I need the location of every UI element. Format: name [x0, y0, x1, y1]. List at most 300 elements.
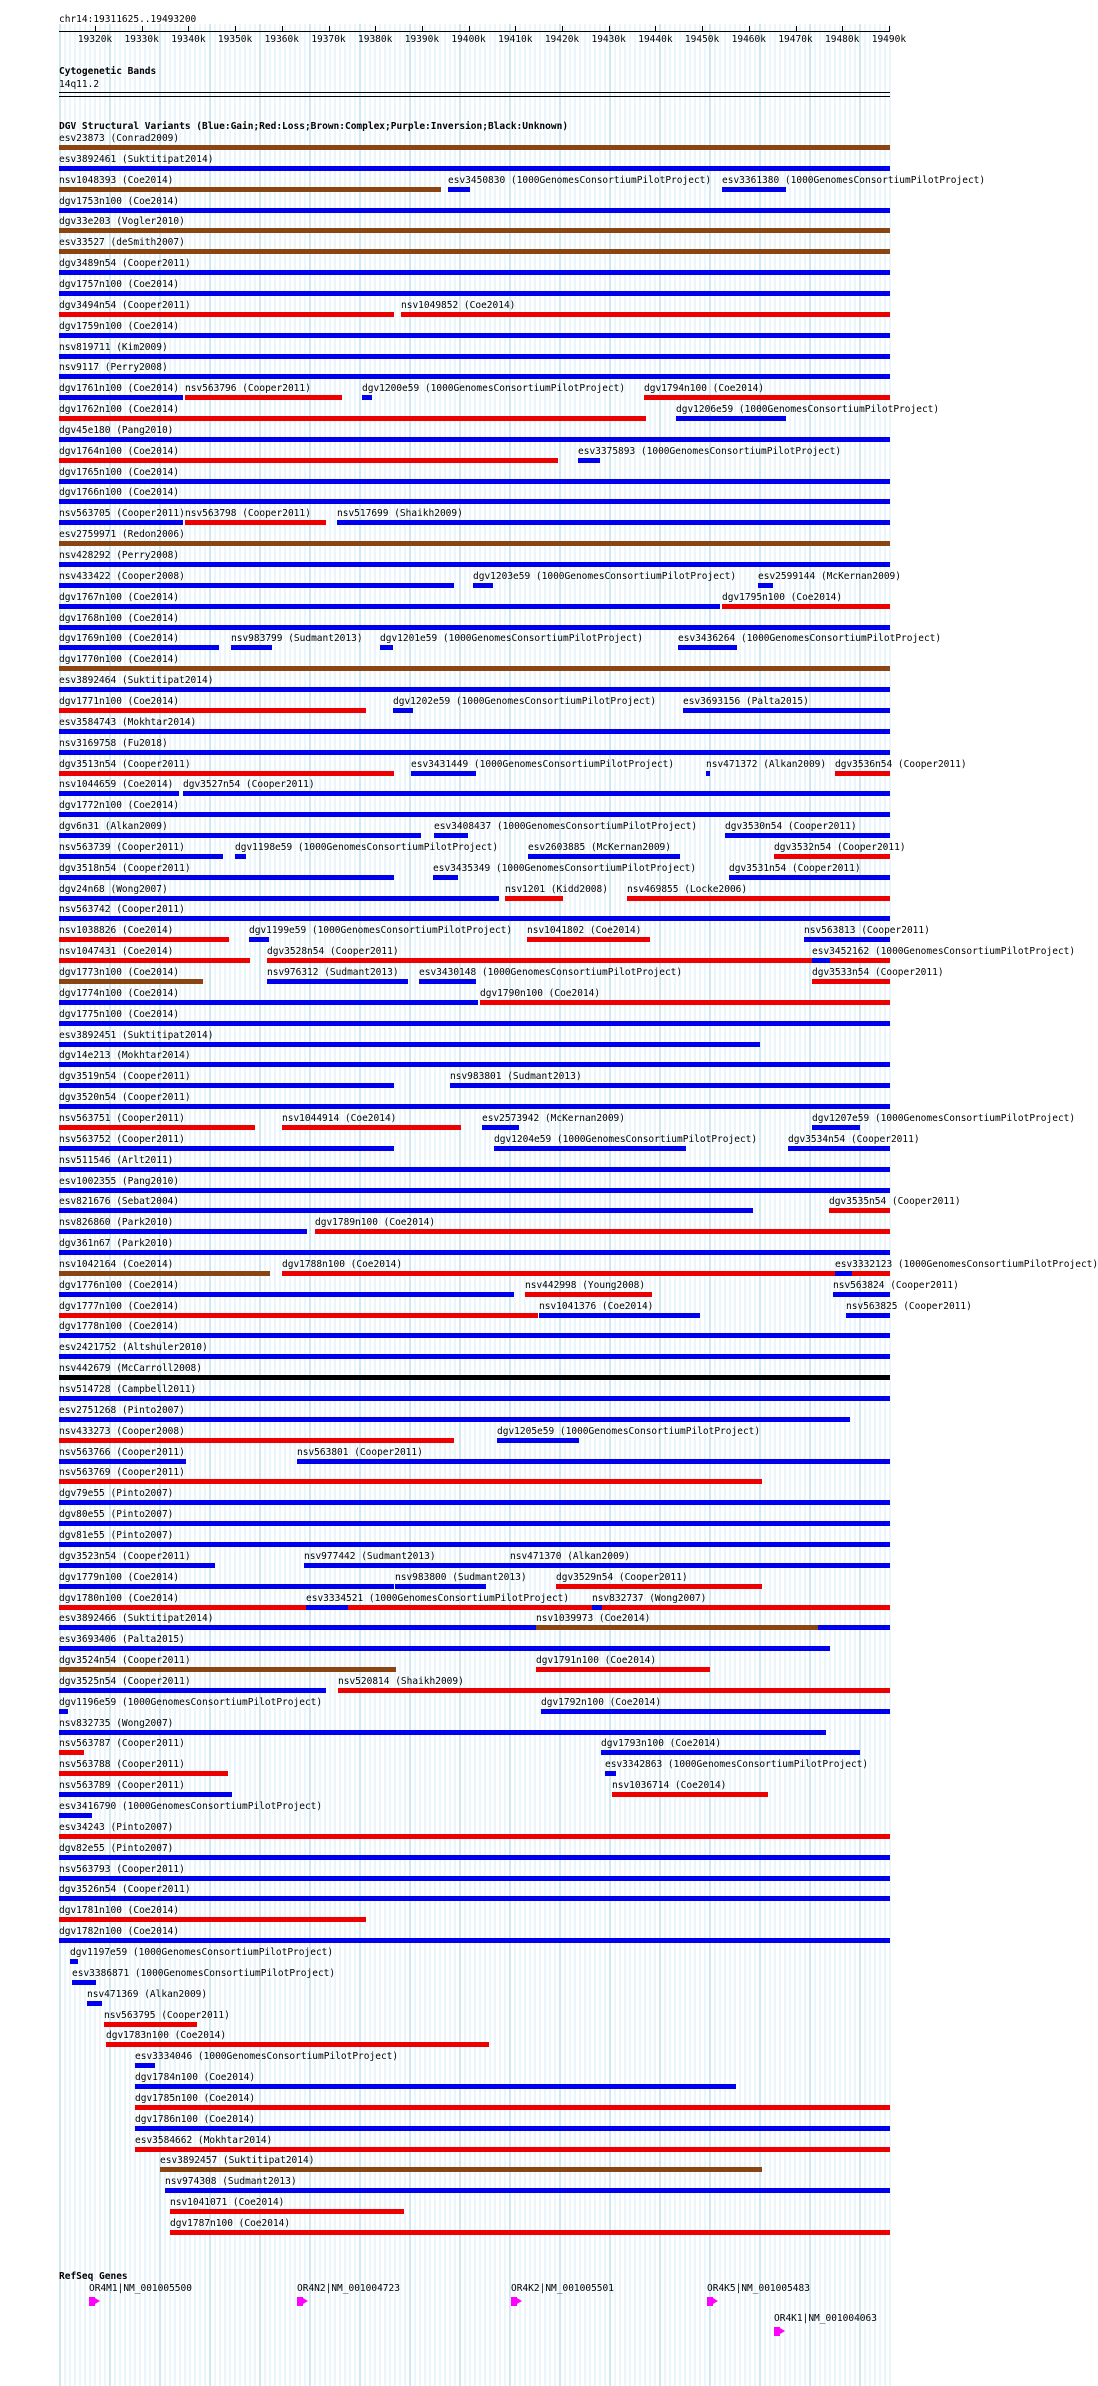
variant-bar[interactable]	[59, 771, 394, 776]
variant-label: esv3416790 (1000GenomesConsortiumPilotProject)	[59, 1801, 323, 1812]
variant-bar[interactable]	[627, 896, 890, 901]
variant-bar[interactable]	[170, 2209, 404, 2214]
variant-bar[interactable]	[59, 1021, 890, 1026]
variant-label: dgv1785n100 (Coe2014)	[135, 2092, 256, 2104]
variant-bar[interactable]	[59, 1771, 228, 1776]
variant-bar[interactable]	[59, 916, 890, 921]
variant-label: dgv45e180 (Pang2010)	[59, 424, 174, 436]
variant-label: esv3892457 (Suktitipat2014)	[160, 2155, 315, 2167]
ruler-tick	[235, 26, 236, 31]
variant-bar[interactable]	[59, 958, 250, 963]
variant-bar[interactable]	[59, 333, 890, 338]
gene-label: OR4K5|NM_001005483	[707, 2283, 810, 2294]
variant-bar[interactable]	[170, 2230, 890, 2235]
variant-bar[interactable]	[59, 1396, 890, 1401]
gene-label: OR4N2|NM_001004723	[297, 2283, 400, 2294]
variant-bar[interactable]	[183, 791, 890, 796]
variant-bar[interactable]	[59, 1605, 890, 1610]
variant-bar[interactable]	[185, 520, 326, 525]
variant-bar[interactable]	[59, 1792, 232, 1797]
variant-bar[interactable]	[59, 1459, 186, 1464]
variant-label: dgv1196e59 (1000GenomesConsortiumPilotProject)	[59, 1696, 323, 1708]
variant-bar[interactable]	[59, 1438, 454, 1443]
variant-bar[interactable]	[601, 1750, 860, 1755]
variant-label: esv3431449 (1000GenomesConsortiumPilotProject)	[411, 758, 675, 770]
ruler-tick-label: 19420k	[544, 34, 580, 45]
variant-label: dgv3519n54 (Cooper2011)	[59, 1071, 191, 1083]
variant-bar[interactable]	[678, 645, 737, 650]
variant-bar[interactable]	[528, 854, 680, 859]
variant-bar[interactable]	[59, 1313, 538, 1318]
variant-bar[interactable]	[59, 1271, 270, 1276]
variant-bar[interactable]	[706, 771, 710, 776]
variant-bar[interactable]	[480, 1000, 890, 1005]
variant-bar[interactable]	[59, 374, 890, 379]
variant-bar[interactable]	[59, 1584, 394, 1589]
variant-label: nsv442998 (Young2008)	[525, 1279, 646, 1291]
gene-strand-arrow-icon[interactable]	[297, 2297, 307, 2306]
variant-bar[interactable]	[505, 896, 563, 901]
variant-bar[interactable]	[59, 541, 890, 546]
variant-bar[interactable]	[59, 1375, 890, 1380]
variant-bar[interactable]	[539, 1313, 700, 1318]
variant-bar[interactable]	[106, 2042, 489, 2047]
variant-label: dgv1766n100 (Coe2014)	[59, 487, 180, 499]
variant-label: dgv1762n100 (Coe2014)	[59, 404, 180, 416]
variant-bar[interactable]	[59, 499, 890, 504]
variant-label: dgv1203e59 (1000GenomesConsortiumPilotProject)	[473, 570, 737, 582]
variant-bar[interactable]	[59, 1104, 890, 1109]
variant-label: nsv442679 (McCarroll2008)	[59, 1363, 202, 1375]
variant-bar[interactable]	[59, 208, 890, 213]
variant-bar[interactable]	[304, 1563, 890, 1568]
variant-bar[interactable]	[812, 1125, 860, 1130]
variant-bar[interactable]	[135, 2084, 736, 2089]
variant-bar[interactable]	[59, 562, 890, 567]
variant-bar[interactable]	[337, 520, 890, 525]
variant-bar[interactable]	[683, 708, 890, 713]
gene-strand-arrow-icon[interactable]	[774, 2327, 784, 2336]
variant-bar[interactable]	[59, 1062, 890, 1067]
variant-label: esv3892466 (Suktitipat2014)	[59, 1613, 214, 1625]
variant-label: esv23873 (Conrad2009)	[59, 133, 180, 144]
variant-bar[interactable]	[525, 1292, 652, 1297]
variant-label: nsv563788 (Cooper2011)	[59, 1759, 185, 1771]
variant-bar[interactable]	[812, 958, 830, 963]
variant-bar[interactable]	[758, 583, 773, 588]
variant-bar[interactable]	[59, 1500, 890, 1505]
locus-label: chr14:19311625..19493200	[59, 14, 197, 25]
variant-label: nsv563766 (Cooper2011)	[59, 1446, 185, 1458]
variant-bar[interactable]	[267, 958, 890, 963]
ruler-tick	[469, 26, 470, 31]
variant-bar[interactable]	[804, 937, 890, 942]
variant-bar[interactable]	[231, 645, 272, 650]
variant-bar[interactable]	[59, 291, 890, 296]
variant-bar[interactable]	[59, 1876, 890, 1881]
variant-bar[interactable]	[282, 1271, 890, 1276]
ruler-tick-label: 19340k	[171, 34, 206, 45]
variant-label: dgv3520n54 (Cooper2011)	[59, 1092, 191, 1104]
variant-bar[interactable]	[59, 1563, 215, 1568]
variant-label: dgv3529n54 (Cooper2011)	[556, 1571, 688, 1583]
variant-bar[interactable]	[135, 2147, 890, 2152]
variant-bar[interactable]	[473, 583, 493, 588]
variant-bar[interactable]	[829, 1208, 890, 1213]
variant-label: nsv563752 (Cooper2011)	[59, 1133, 185, 1145]
variant-bar[interactable]	[104, 2022, 197, 2027]
variant-label: dgv81e55 (Pinto2007)	[59, 1529, 174, 1541]
variant-bar[interactable]	[59, 854, 223, 859]
variant-bar[interactable]	[59, 458, 558, 463]
variant-label: dgv3533n54 (Cooper2011)	[812, 967, 944, 978]
ruler-tick-label: 19330k	[124, 34, 159, 45]
variant-bar[interactable]	[59, 1813, 92, 1818]
variant-bar[interactable]	[644, 395, 890, 400]
variant-label: nsv1047431 (Coe2014)	[59, 946, 174, 958]
variant-label: dgv1781n100 (Coe2014)	[59, 1905, 180, 1917]
variant-label: dgv3535n54 (Cooper2011)	[829, 1196, 961, 1208]
variant-label: esv3450830 (1000GenomesConsortiumPilotProject)	[448, 174, 712, 186]
variant-label: nsv983799 (Sudmant2013)	[231, 633, 363, 645]
variant-bar[interactable]	[788, 1146, 890, 1151]
variant-bar[interactable]	[59, 1521, 890, 1526]
variant-label: dgv1778n100 (Coe2014)	[59, 1321, 180, 1333]
variant-label: nsv983801 (Sudmant2013)	[450, 1071, 582, 1083]
variant-label: esv3892451 (Suktitipat2014)	[59, 1029, 214, 1041]
variant-bar[interactable]	[411, 771, 476, 776]
variant-bar[interactable]	[282, 1125, 461, 1130]
variant-label: esv1002355 (Pang2010)	[59, 1175, 180, 1187]
variant-label: dgv1774n100 (Coe2014)	[59, 987, 180, 999]
variant-bar[interactable]	[59, 1333, 890, 1338]
gene-strand-arrow-icon[interactable]	[511, 2297, 521, 2306]
variant-bar[interactable]	[59, 812, 890, 817]
variant-bar[interactable]	[676, 416, 786, 421]
variant-label: nsv520814 (Shaikh2009)	[338, 1675, 464, 1687]
variant-label: esv3892464 (Suktitipat2014)	[59, 675, 214, 687]
variant-label: dgv3518n54 (Cooper2011)	[59, 862, 191, 874]
variant-bar[interactable]	[59, 875, 394, 880]
variant-bar[interactable]	[297, 1459, 890, 1464]
variant-bar[interactable]	[722, 187, 786, 192]
variant-bar[interactable]	[536, 1625, 818, 1630]
variant-label: dgv1792n100 (Coe2014)	[541, 1696, 662, 1708]
variant-bar[interactable]	[380, 645, 393, 650]
variant-bar[interactable]	[59, 1667, 396, 1672]
variant-label: nsv514728 (Campbell2011)	[59, 1384, 197, 1395]
variant-bar[interactable]	[338, 1688, 890, 1693]
variant-label: dgv1790n100 (Coe2014)	[480, 987, 601, 999]
variant-label: dgv33e203 (Vogler2010)	[59, 216, 185, 228]
variant-bar[interactable]	[59, 1146, 394, 1151]
variant-bar[interactable]	[59, 1917, 366, 1922]
variant-label: dgv1786n100 (Coe2014)	[135, 2113, 256, 2125]
refseq-title: RefSeq Genes	[59, 2271, 128, 2282]
variant-label: esv3342863 (1000GenomesConsortiumPilotProject)	[605, 1759, 869, 1771]
variant-bar[interactable]	[556, 1584, 762, 1589]
variant-bar[interactable]	[536, 1667, 710, 1672]
variant-bar[interactable]	[448, 187, 470, 192]
variant-bar[interactable]	[497, 1438, 579, 1443]
variant-label: dgv3534n54 (Cooper2011)	[788, 1133, 920, 1145]
variant-bar[interactable]	[362, 395, 372, 400]
variant-label: dgv1791n100 (Coe2014)	[536, 1655, 657, 1667]
variant-bar[interactable]	[59, 1354, 890, 1359]
ruler-tick-label: 19320k	[77, 34, 113, 45]
variant-bar[interactable]	[87, 2001, 102, 2006]
ruler-tick	[842, 26, 843, 31]
variant-label: dgv6n31 (Alkan2009)	[59, 821, 168, 833]
variant-label: dgv1788n100 (Coe2014)	[282, 1258, 403, 1270]
variant-label: nsv563795 (Cooper2011)	[104, 2009, 230, 2021]
ruler-tick	[889, 26, 890, 31]
variant-bar[interactable]	[812, 979, 890, 984]
variant-bar[interactable]	[165, 2188, 890, 2193]
variant-label: esv2421752 (Altshuler2010)	[59, 1342, 208, 1354]
variant-label: dgv3536n54 (Cooper2011)	[835, 758, 967, 770]
ruler-tick-label: 19470k	[778, 34, 813, 45]
variant-label: dgv1794n100 (Coe2014)	[644, 383, 765, 395]
variant-bar[interactable]	[59, 604, 720, 609]
variant-bar[interactable]	[59, 1750, 84, 1755]
variant-bar[interactable]	[510, 1563, 517, 1568]
variant-bar[interactable]	[59, 1417, 850, 1422]
variant-label: dgv80e55 (Pinto2007)	[59, 1509, 174, 1521]
variant-bar[interactable]	[59, 708, 366, 713]
variant-bar[interactable]	[59, 145, 890, 150]
variant-bar[interactable]	[59, 833, 421, 838]
variant-label: esv2751268 (Pinto2007)	[59, 1404, 185, 1416]
variant-bar[interactable]	[72, 1980, 96, 1985]
variant-label: dgv1771n100 (Coe2014)	[59, 695, 180, 707]
ruler-tick	[655, 26, 656, 31]
variant-label: nsv832737 (Wong2007)	[592, 1592, 707, 1604]
variant-bar[interactable]	[59, 354, 890, 359]
variant-label: dgv1202e59 (1000GenomesConsortiumPilotProject)	[393, 695, 657, 707]
variant-bar[interactable]	[59, 270, 890, 275]
variant-bar[interactable]	[59, 583, 454, 588]
ruler-tick	[609, 26, 610, 31]
variant-bar[interactable]	[59, 1229, 307, 1234]
variant-label: esv3693156 (Palta2015)	[683, 695, 809, 707]
variant-bar[interactable]	[59, 479, 890, 484]
variant-bar[interactable]	[59, 750, 890, 755]
variant-label: nsv469855 (Locke2006)	[627, 883, 748, 895]
variant-label: dgv24n68 (Wong2007)	[59, 883, 168, 895]
variant-bar[interactable]	[59, 1042, 760, 1047]
variant-bar[interactable]	[605, 1771, 616, 1776]
variant-bar[interactable]	[59, 666, 890, 671]
variant-bar[interactable]	[135, 2126, 890, 2131]
variant-bar[interactable]	[267, 979, 408, 984]
variant-bar[interactable]	[160, 2167, 762, 2172]
variant-bar[interactable]	[59, 729, 890, 734]
ruler-tick-label: 19460k	[731, 34, 766, 45]
variant-label: dgv1198e59 (1000GenomesConsortiumPilotProject)	[235, 841, 499, 853]
variant-bar[interactable]	[59, 437, 890, 442]
variant-bar[interactable]	[395, 1584, 486, 1589]
variant-label: dgv1765n100 (Coe2014)	[59, 466, 180, 478]
variant-bar[interactable]	[393, 708, 413, 713]
variant-bar[interactable]	[70, 1959, 78, 1964]
variant-bar[interactable]	[59, 1834, 890, 1839]
variant-label: esv3892461 (Suktitipat2014)	[59, 153, 214, 165]
variant-bar[interactable]	[59, 1250, 890, 1255]
variant-label: esv3693406 (Palta2015)	[59, 1634, 185, 1646]
variant-bar[interactable]	[833, 1292, 890, 1297]
variant-bar[interactable]	[59, 228, 890, 233]
variant-bar[interactable]	[235, 854, 246, 859]
variant-bar[interactable]	[59, 1938, 890, 1943]
variant-bar[interactable]	[482, 1125, 519, 1130]
variant-bar[interactable]	[306, 1605, 348, 1610]
variant-bar[interactable]	[59, 1125, 255, 1130]
variant-bar[interactable]	[722, 604, 890, 609]
variant-label: dgv3523n54 (Cooper2011)	[59, 1550, 191, 1562]
variant-bar[interactable]	[541, 1709, 890, 1714]
ruler-tick-label: 19450k	[684, 34, 720, 45]
variant-bar[interactable]	[59, 1730, 826, 1735]
variant-bar[interactable]	[729, 875, 890, 880]
variant-bar[interactable]	[59, 520, 183, 525]
variant-bar[interactable]	[59, 1855, 890, 1860]
variant-bar[interactable]	[59, 249, 890, 254]
variant-label: nsv1048393 (Coe2014)	[59, 174, 174, 186]
gene-strand-arrow-icon[interactable]	[707, 2297, 717, 2306]
variant-label: esv2599144 (McKernan2009)	[758, 570, 901, 582]
variant-bar[interactable]	[401, 312, 890, 317]
variant-label: esv3361380 (1000GenomesConsortiumPilotProject)	[722, 174, 986, 186]
variant-bar[interactable]	[59, 416, 646, 421]
variant-label: dgv1793n100 (Coe2014)	[601, 1738, 722, 1750]
variant-bar[interactable]	[59, 1542, 890, 1547]
variant-label: dgv82e55 (Pinto2007)	[59, 1842, 174, 1854]
variant-label: esv3334521 (1000GenomesConsortiumPilotProject)	[306, 1592, 570, 1604]
variant-label: nsv433422 (Cooper2008)	[59, 570, 185, 582]
variant-label: dgv1776n100 (Coe2014)	[59, 1279, 180, 1291]
ruler-tick-label: 19400k	[451, 34, 486, 45]
variant-bar[interactable]	[59, 1000, 478, 1005]
variant-label: dgv1764n100 (Coe2014)	[59, 445, 180, 457]
variant-bar[interactable]	[185, 395, 342, 400]
variant-bar[interactable]	[59, 896, 499, 901]
variant-bar[interactable]	[59, 1896, 890, 1901]
variant-bar[interactable]	[59, 979, 203, 984]
variant-label: nsv511546 (Arlt2011)	[59, 1154, 174, 1166]
dgv-track-title: DGV Structural Variants (Blue:Gain;Red:Loss;Brown:Complex;Purple:Inversion;Black:Unknown)	[59, 121, 569, 132]
variant-bar[interactable]	[315, 1229, 890, 1234]
ruler-tick	[422, 26, 423, 31]
ruler-tick	[142, 26, 143, 31]
variant-label: esv3332123 (1000GenomesConsortiumPilotProject)	[835, 1258, 1098, 1270]
variant-bar[interactable]	[59, 1688, 326, 1693]
variant-label: dgv1784n100 (Coe2014)	[135, 2072, 256, 2084]
variant-label: dgv1757n100 (Coe2014)	[59, 278, 180, 290]
variant-label: nsv974308 (Sudmant2013)	[165, 2176, 297, 2188]
variant-bar[interactable]	[59, 1709, 68, 1714]
variant-label: nsv826860 (Park2010)	[59, 1217, 174, 1229]
variant-bar[interactable]	[592, 1605, 602, 1610]
variant-label: nsv977442 (Sudmant2013)	[304, 1550, 436, 1562]
variant-label: dgv1204e59 (1000GenomesConsortiumPilotProject)	[494, 1133, 758, 1145]
variant-bar[interactable]	[450, 1083, 890, 1088]
variant-label: nsv3169758 (Fu2018)	[59, 737, 168, 749]
variant-label: nsv517699 (Shaikh2009)	[337, 508, 463, 520]
variant-bar[interactable]	[59, 1188, 890, 1193]
variant-bar[interactable]	[59, 1479, 762, 1484]
variant-label: nsv819711 (Kim2009)	[59, 341, 168, 353]
ruler-tick-label: 19350k	[217, 34, 253, 45]
variant-label: dgv1199e59 (1000GenomesConsortiumPilotProject)	[249, 925, 513, 937]
variant-bar[interactable]	[434, 833, 468, 838]
variant-bar[interactable]	[527, 937, 650, 942]
variant-label: dgv3526n54 (Cooper2011)	[59, 1884, 191, 1896]
variant-bar[interactable]	[59, 1646, 830, 1651]
variant-bar[interactable]	[59, 395, 183, 400]
variant-bar[interactable]	[59, 1208, 753, 1213]
variant-label: dgv3494n54 (Cooper2011)	[59, 299, 191, 311]
variant-bar[interactable]	[59, 625, 890, 630]
ruler-tick-label: 19360k	[264, 34, 299, 45]
variant-bar[interactable]	[59, 645, 219, 650]
variant-bar[interactable]	[59, 1083, 394, 1088]
variant-label: nsv976312 (Sudmant2013)	[267, 967, 399, 978]
variant-label: esv3436264 (1000GenomesConsortiumPilotProject)	[678, 633, 942, 645]
cytoband-title: Cytogenetic Bands	[59, 66, 157, 77]
variant-bar[interactable]	[59, 1292, 514, 1297]
variant-bar[interactable]	[725, 833, 890, 838]
variant-label: nsv563705 (Cooper2011)	[59, 508, 185, 520]
variant-label: nsv1041071 (Coe2014)	[170, 2197, 285, 2209]
variant-bar[interactable]	[59, 166, 890, 171]
variant-label: dgv1768n100 (Coe2014)	[59, 612, 180, 624]
gene-strand-arrow-icon[interactable]	[89, 2297, 99, 2306]
variant-label: dgv3525n54 (Cooper2011)	[59, 1675, 191, 1687]
variant-bar[interactable]	[59, 1167, 890, 1172]
variant-bar[interactable]	[494, 1146, 686, 1151]
variant-bar[interactable]	[578, 458, 600, 463]
variant-bar[interactable]	[419, 979, 476, 984]
variant-bar[interactable]	[835, 1271, 852, 1276]
variant-label: esv3334046 (1000GenomesConsortiumPilotProject)	[135, 2051, 399, 2063]
variant-bar[interactable]	[612, 1792, 768, 1797]
variant-label: dgv3532n54 (Cooper2011)	[774, 841, 906, 853]
variant-label: nsv563769 (Cooper2011)	[59, 1467, 185, 1479]
variant-bar[interactable]	[433, 875, 458, 880]
variant-label: dgv1787n100 (Coe2014)	[170, 2218, 291, 2229]
variant-bar[interactable]	[774, 854, 890, 859]
variant-bar[interactable]	[59, 791, 179, 796]
variant-label: esv2759971 (Redon2006)	[59, 529, 185, 541]
ruler-tick-label: 19480k	[825, 34, 860, 45]
variant-bar[interactable]	[59, 312, 394, 317]
variant-label: dgv1772n100 (Coe2014)	[59, 800, 180, 812]
variant-label: esv3386871 (1000GenomesConsortiumPilotProject)	[72, 1967, 336, 1979]
variant-bar[interactable]	[59, 687, 890, 692]
variant-bar[interactable]	[135, 2105, 890, 2110]
variant-bar[interactable]	[59, 937, 229, 942]
variant-label: esv821676 (Sebat2004)	[59, 1196, 180, 1208]
ruler-tick	[749, 26, 750, 31]
variant-bar[interactable]	[249, 937, 269, 942]
variant-bar[interactable]	[135, 2063, 155, 2068]
variant-bar[interactable]	[835, 771, 890, 776]
variant-label: dgv1201e59 (1000GenomesConsortiumPilotProject)	[380, 633, 644, 645]
variant-bar[interactable]	[846, 1313, 890, 1318]
variant-bar[interactable]	[59, 187, 441, 192]
variant-label: nsv832735 (Wong2007)	[59, 1717, 174, 1729]
